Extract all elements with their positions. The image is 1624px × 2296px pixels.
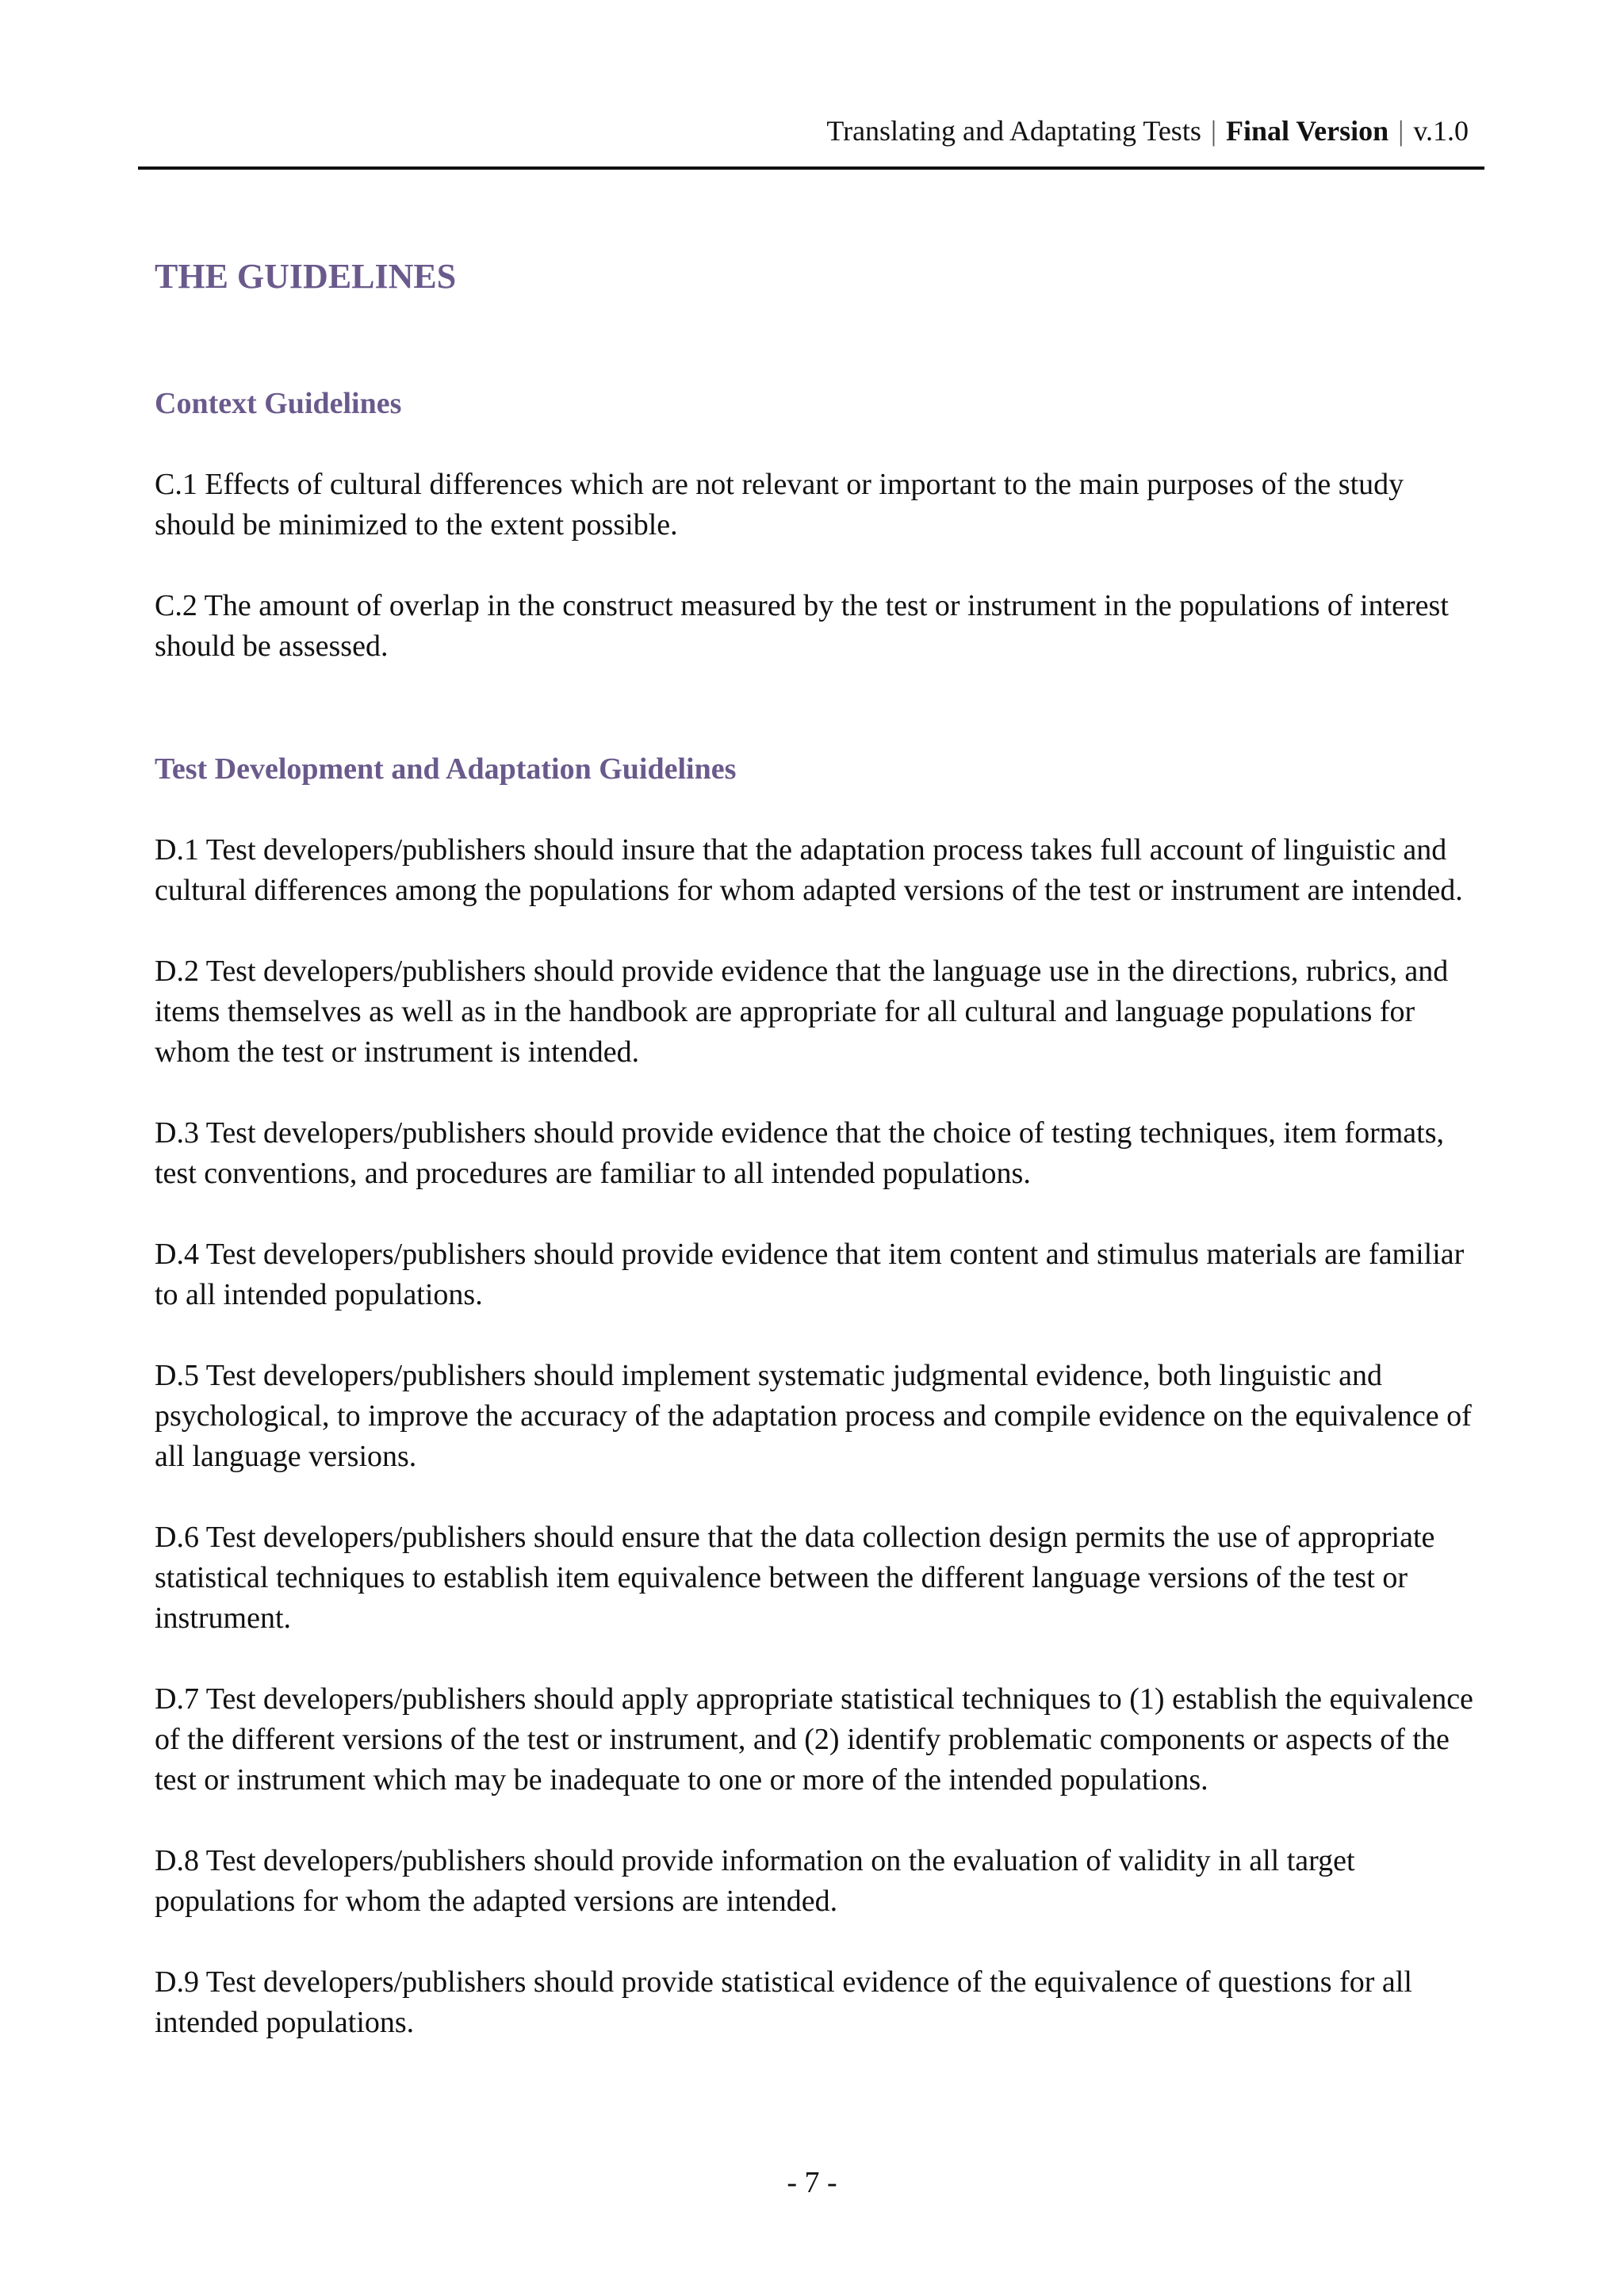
running-header <box>138 111 1484 170</box>
guideline-d8: D.8 Test developers/publishers should provide information on the evaluation of validity in all target populations for whom the adapted versions are intended. <box>155 1844 1355 1918</box>
header-separator-2: | <box>1398 115 1404 147</box>
guideline-d7: D.7 Test developers/publishers should apply appropriate statistical techniques to (1) establish the equivalence of the different versions of the test or instrument, and (2) identify problematic components or aspects of the test or instrument which may be inadequate to one or more of the intended populations. <box>155 1682 1473 1797</box>
header-text <box>826 111 1469 151</box>
section-heading-test-development: Test Development and Adaptation Guidelines <box>155 752 737 786</box>
page-number: - 7 - <box>787 2166 837 2199</box>
guideline-d1: D.1 Test developers/publishers should insure that the adaptation process takes full account of linguistic and cultural differences among the populations for whom adapted versions of the test or instrument are intended. <box>155 833 1463 907</box>
page-content <box>155 252 1487 2043</box>
guideline-d3: D.3 Test developers/publishers should provide evidence that the choice of testing techniques, item formats, test conventions, and procedures are familiar to all intended populations. <box>155 1116 1445 1190</box>
guideline-d5: D.5 Test developers/publishers should implement systematic judgmental evidence, both linguistic and psychological, to improve the accuracy of the adaptation process and compile evidence on the equivalence of all language versions. <box>155 1359 1472 1473</box>
header-doc-title: Translating and Adaptating Tests <box>826 115 1201 147</box>
guideline-d9: D.9 Test developers/publishers should provide statistical evidence of the equivalence of questions for all intended populations. <box>155 1965 1412 2039</box>
guideline-c1: C.1 Effects of cultural differences which are not relevant or important to the main purposes of the study should be minimized to the extent possible. <box>155 468 1404 541</box>
header-version-label: Final Version <box>1226 115 1389 147</box>
guideline-d4: D.4 Test developers/publishers should provide evidence that item content and stimulus materials are familiar to all intended populations. <box>155 1238 1465 1311</box>
guideline-d2: D.2 Test developers/publishers should provide evidence that the language use in the directions, rubrics, and items themselves as well as in the handbook are appropriate for all cultural and language populations for whom the test or instrument is intended. <box>155 955 1449 1069</box>
guideline-c2: C.2 The amount of overlap in the construct measured by the test or instrument in the populations of interest should be assessed. <box>155 589 1449 663</box>
guideline-d6: D.6 Test developers/publishers should ensure that the data collection design permits the use of appropriate statistical techniques to establish item equivalence between the different language versions of the test or instrument. <box>155 1521 1435 1635</box>
page-title: THE GUIDELINES <box>155 257 457 296</box>
header-version-number: v.1.0 <box>1413 115 1469 147</box>
section-heading-context: Context Guidelines <box>155 387 402 420</box>
header-separator: | <box>1210 115 1217 147</box>
